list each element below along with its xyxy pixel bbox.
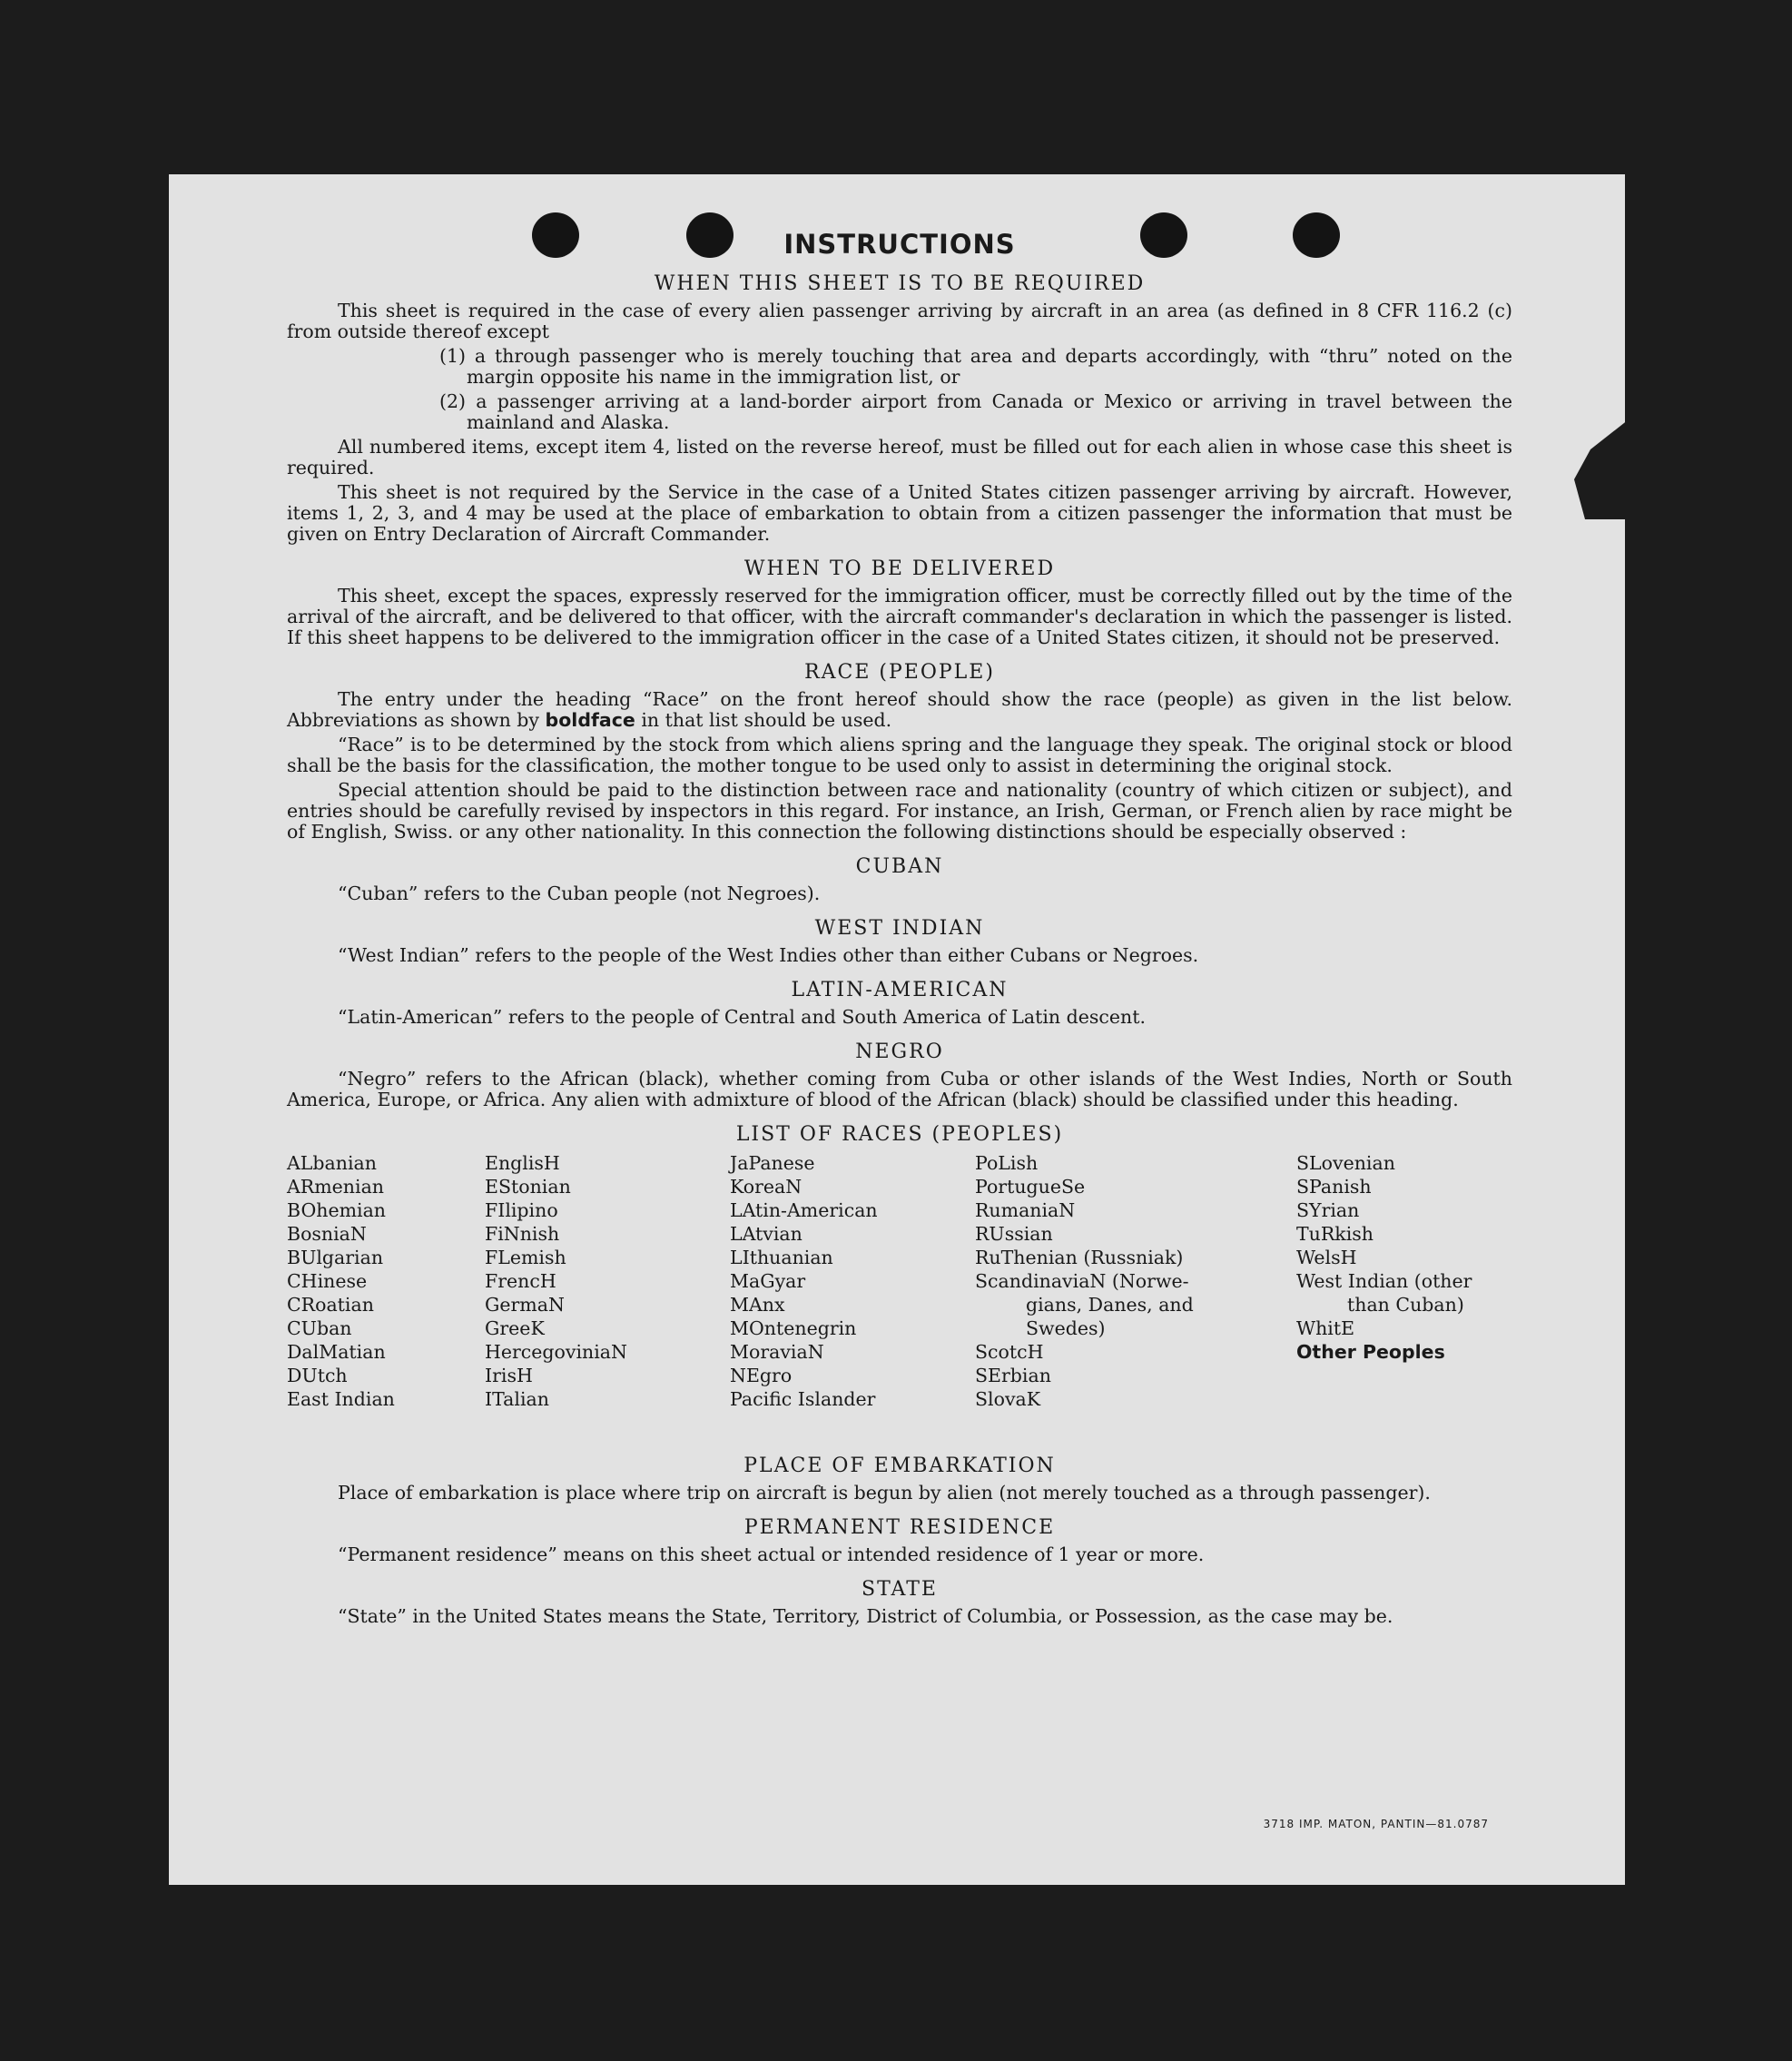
paragraph: This sheet is not required by the Service in the case of a United States citizen passenger arriving by aircraft. However, items 1, 2, 3, and 4 may be used at the place of embarkation to obtain from a citizen passenger the information that must be given on Entry Declaration of Aircraft Commander. — [287, 481, 1512, 545]
race-entry: WhitE — [1296, 1317, 1355, 1339]
race-entry: East Indian — [287, 1388, 395, 1410]
race-entry: ScandinaviaN (Norwe- — [975, 1270, 1189, 1292]
race-entry: Pacific Islander — [730, 1388, 876, 1410]
document-sheet — [169, 174, 1625, 1885]
race-entry: CRoatian — [287, 1294, 374, 1316]
races-column-4 — [975, 1151, 1194, 1411]
printer-stamp: 3718 IMP. MATON, PANTIN—81.0787 — [1263, 1818, 1489, 1830]
race-entry: CHinese — [287, 1270, 368, 1292]
paragraph: “State” in the United States means the State, Territory, District of Columbia, or Possession, as the case may be. — [338, 1605, 1393, 1627]
race-entry: RumaniaN — [975, 1199, 1076, 1221]
race-entry: FIlipino — [485, 1199, 558, 1221]
race-entry: LAtvian — [730, 1223, 802, 1245]
heading-latin-american: LATIN-AMERICAN — [791, 979, 1009, 1001]
race-entry: IrisH — [485, 1365, 533, 1386]
torn-edge — [1574, 419, 1629, 519]
race-entry: ALbanian — [287, 1152, 377, 1174]
heading-negro: NEGRO — [855, 1040, 944, 1063]
list-item: (1) a through passenger who is merely touching that area and departs accordingly, with “thru” noted on the margin opposite his name in the immigration list, or — [439, 345, 1512, 388]
race-entry-continued: gians, Danes, and — [1026, 1294, 1194, 1316]
races-column-2 — [485, 1151, 627, 1411]
race-entry: ITalian — [485, 1388, 549, 1410]
text: The entry under the heading “Race” on the front hereof should show the race (people) as given in the list below. Abbreviations as shown by — [287, 688, 1512, 731]
race-entry: BUlgarian — [287, 1247, 384, 1268]
race-entry: MAnx — [730, 1294, 785, 1316]
races-list — [287, 1151, 1512, 1442]
heading-west-indian: WEST INDIAN — [814, 917, 985, 940]
heading-list-of-races: LIST OF RACES (PEOPLES) — [735, 1123, 1064, 1146]
heading-permanent-residence: PERMANENT RESIDENCE — [743, 1516, 1056, 1539]
heading-state: STATE — [862, 1578, 938, 1601]
races-column-3 — [730, 1151, 878, 1411]
races-column-1 — [287, 1151, 395, 1411]
race-entry: EStonian — [485, 1176, 571, 1198]
race-entry: SPanish — [1296, 1176, 1372, 1198]
heading-embarkation: PLACE OF EMBARKATION — [743, 1455, 1056, 1477]
page-title: INSTRUCTIONS — [783, 229, 1016, 260]
race-entry: PortugueSe — [975, 1176, 1086, 1198]
paragraph: “Latin-American” refers to the people of Central and South America of Latin descent. — [338, 1006, 1146, 1028]
race-entry: GermaN — [485, 1294, 565, 1316]
paragraph: This sheet is required in the case of every alien passenger arriving by aircraft in an area (as defined in 8 CFR 116.2 (c) from outside thereof except — [287, 300, 1512, 342]
race-entry: BosniaN — [287, 1223, 367, 1245]
race-entry: PoLish — [975, 1152, 1039, 1174]
race-entry: MOntenegrin — [730, 1317, 857, 1339]
paragraph: “Race” is to be determined by the stock from which aliens spring and the language they speak. The original stock or blood shall be the basis for the classification, the mother tongue to be used only to assist in determining the original stock. — [287, 734, 1512, 776]
paragraph: “Cuban” refers to the Cuban people (not Negroes). — [338, 883, 821, 904]
race-entry: Other Peoples — [1296, 1341, 1445, 1363]
paragraph: Special attention should be paid to the distinction between race and nationality (country of which citizen or subject), and entries should be carefully revised by inspectors in this regard. For instance, an Irish, German, or French alien by race might be of English, Swiss. or any other nationality. In this connection the following distinctions should be especially observed : — [287, 779, 1512, 843]
race-entry: RuThenian (Russniak) — [975, 1247, 1184, 1268]
race-entry: NEgro — [730, 1365, 793, 1386]
race-entry: SLovenian — [1296, 1152, 1395, 1174]
heading-when-required: WHEN THIS SHEET IS TO BE REQUIRED — [654, 272, 1146, 295]
race-entry: JaPanese — [730, 1152, 815, 1174]
text: in that list should be used. — [641, 709, 892, 731]
race-entry: DalMatian — [287, 1341, 386, 1363]
race-entry: West Indian (other — [1296, 1270, 1472, 1292]
races-column-5 — [1296, 1151, 1472, 1364]
race-entry: MoraviaN — [730, 1341, 824, 1363]
paragraph: This sheet, except the spaces, expressly reserved for the immigration officer, must be correctly filled out by the time of the arrival of the aircraft, and be delivered to that officer, with the aircraft commander's declaration in which the passenger is listed. If this sheet happens to be delivered to the immigration officer in the case of a United States citizen, it should not be preserved. — [287, 585, 1512, 648]
race-entry-continued: Swedes) — [1026, 1317, 1106, 1339]
race-entry: ARmenian — [287, 1176, 384, 1198]
race-entry: DUtch — [287, 1365, 348, 1386]
race-entry: LAtin-American — [730, 1199, 878, 1221]
race-entry: GreeK — [485, 1317, 545, 1339]
race-entry-continued: than Cuban) — [1347, 1294, 1464, 1316]
paragraph — [287, 689, 1512, 731]
race-entry: FiNnish — [485, 1223, 560, 1245]
boldface-word: boldface — [545, 709, 635, 731]
heading-race: RACE (PEOPLE) — [804, 661, 995, 684]
race-entry: KoreaN — [730, 1176, 802, 1198]
paragraph: All numbered items, except item 4, listed on the reverse hereof, must be filled out for each alien in whose case this sheet is required. — [287, 436, 1512, 478]
paragraph: “Negro” refers to the African (black), whether coming from Cuba or other islands of the West Indies, North or South America, Europe, or Africa. Any alien with admixture of blood of the African (black) should be classified under this heading. — [287, 1068, 1512, 1110]
race-entry: WelsH — [1296, 1247, 1357, 1268]
paragraph: “West Indian” refers to the people of the West Indies other than either Cubans or Negroes. — [338, 944, 1199, 966]
paragraph: “Permanent residence” means on this sheet actual or intended residence of 1 year or more. — [338, 1543, 1205, 1565]
heading-when-delivered: WHEN TO BE DELIVERED — [743, 557, 1056, 580]
race-entry: LIthuanian — [730, 1247, 833, 1268]
race-entry: BOhemian — [287, 1199, 387, 1221]
race-entry: ScotcH — [975, 1341, 1044, 1363]
race-entry: RUssian — [975, 1223, 1053, 1245]
instructions-content — [287, 229, 1512, 1631]
race-entry: TuRkish — [1296, 1223, 1374, 1245]
heading-cuban: CUBAN — [855, 855, 944, 878]
race-entry: SErbian — [975, 1365, 1051, 1386]
race-entry: SYrian — [1296, 1199, 1360, 1221]
race-entry: HercegoviniaN — [485, 1341, 627, 1363]
paragraph: Place of embarkation is place where trip on aircraft is begun by alien (not merely touched as a through passenger). — [338, 1482, 1431, 1504]
race-entry: CUban — [287, 1317, 352, 1339]
race-entry: FrencH — [485, 1270, 556, 1292]
race-entry: EnglisH — [485, 1152, 560, 1174]
race-entry: MaGyar — [730, 1270, 806, 1292]
race-entry: SlovaK — [975, 1388, 1041, 1410]
race-entry: FLemish — [485, 1247, 566, 1268]
list-item: (2) a passenger arriving at a land-border airport from Canada or Mexico or arriving in travel between the mainland and Alaska. — [439, 390, 1512, 433]
